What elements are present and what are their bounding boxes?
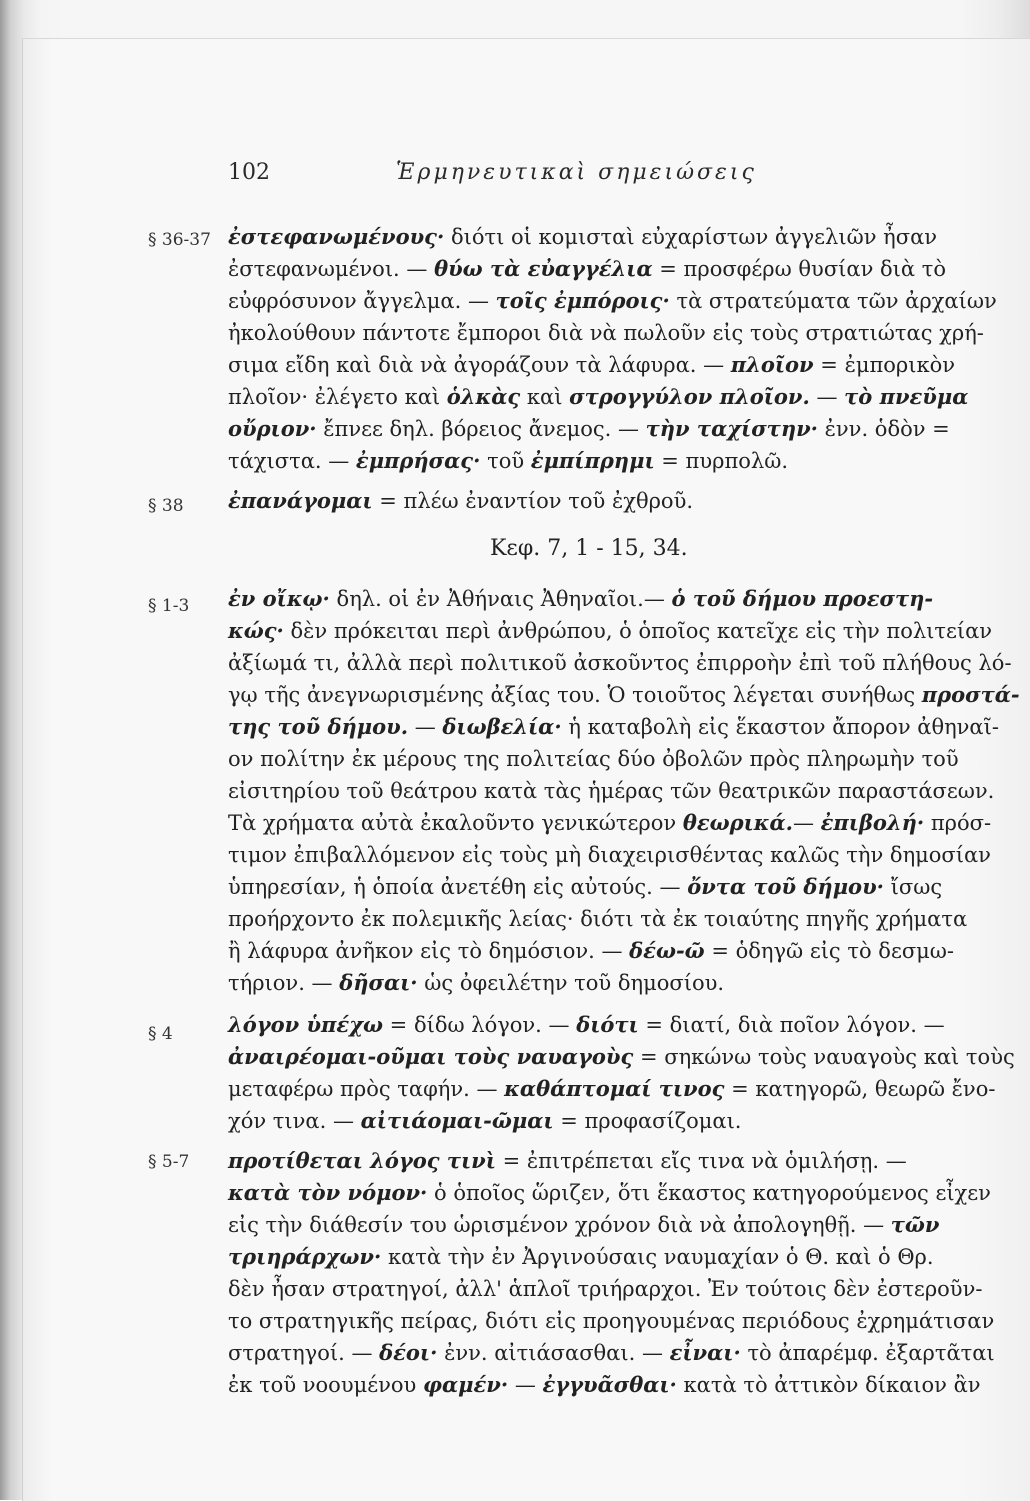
gloss-text: το στρατηγικῆς πείρας, διότι εἰς προηγουμένας περιόδους ἐχρημάτισαν [228, 1309, 995, 1333]
gloss-text: πρόσ- [924, 811, 992, 835]
text-line [228, 1242, 1018, 1272]
lemma-term: ἐπανάγομαι [228, 488, 373, 513]
lemma-term: τὴν ταχίστην· [645, 416, 818, 441]
text-line [228, 1106, 1018, 1136]
text-line [228, 936, 1018, 966]
text-line [228, 1274, 1018, 1304]
lemma-term: τὸ πνεῦμα [844, 384, 969, 409]
gloss-text: κατὰ τὴν ἐν Ἀργινούσαις ναυμαχίαν ὁ Θ. καὶ ὁ Θρ. [381, 1245, 934, 1269]
margin-label-1-3: § 1-3 [148, 596, 190, 616]
text-line [228, 1010, 1018, 1040]
gloss-text: = ὁδηγῶ εἰς τὸ δεσμω- [704, 939, 955, 963]
gloss-text: τιμον ἐπιβαλλόμενον εἰς τοὺς μὴ διαχειρισθέντας καλῶς τὴν δημοσίαν [228, 843, 991, 867]
text-line [228, 1306, 1018, 1336]
text-line [228, 222, 1018, 252]
gloss-text: μεταφέρω πρὸς ταφήν. — [228, 1077, 505, 1101]
lemma-term: στρογγύλον πλοῖον. [569, 384, 810, 409]
text-line [228, 446, 1018, 476]
text-line [228, 286, 1018, 316]
lemma-term: οὔριον· [228, 416, 317, 441]
gloss-text: — [792, 811, 821, 835]
text-line [228, 486, 1018, 516]
gloss-text: ἠκολούθουν πάντοτε ἔμποροι διὰ νὰ πωλοῦν εἰς τοὺς στρατιώτας χρή- [228, 321, 984, 345]
text-line [228, 1178, 1018, 1208]
gloss-text: γῳ τῆς ἀνεγνωρισμένης ἀξίας του. Ὁ τοιοῦτος λέγεται συνήθως [228, 683, 922, 707]
lemma-term: θεωρικά. [682, 810, 793, 835]
gloss-text: ἔπνεε δηλ. βόρειος ἄνεμος. — [316, 417, 646, 441]
text-line [228, 350, 1018, 380]
gloss-text: ἡ καταβολὴ εἰς ἕκαστον ἄπορον ἀθηναῖ- [561, 715, 999, 739]
lemma-term: της τοῦ δήμου. [228, 714, 409, 739]
gloss-text: — [809, 385, 845, 409]
lemma-term: αἰτιάομαι-ῶμαι [360, 1108, 554, 1133]
running-title: Ἑρμηνευτικαὶ σημειώσεις [396, 160, 757, 185]
gloss-text: = κατηγορῶ, θεωρῶ ἔνο- [724, 1077, 996, 1101]
lemma-term: διότι [576, 1012, 639, 1037]
gloss-text: = προφασίζομαι. [553, 1109, 742, 1133]
lemma-term: κατὰ τὸν νόμον· [228, 1180, 428, 1205]
lemma-term: ἐπιβολή· [820, 810, 925, 835]
lemma-term: προτίθεται λόγος τινὶ [228, 1148, 496, 1173]
text-line [228, 872, 1018, 902]
text-line [228, 968, 1018, 998]
text-line [228, 776, 1018, 806]
text-line [228, 808, 1018, 838]
lemma-term: τοῖς ἐμπόροις· [495, 288, 670, 313]
text-line [228, 744, 1018, 774]
lemma-term: ἐν οἴκῳ· [228, 586, 330, 611]
lemma-term: προστά- [921, 682, 1020, 707]
chapter-heading: Κεφ. 7, 1 - 15, 34. [490, 536, 688, 561]
gloss-text: δὲν ἦσαν στρατηγοί, ἀλλ' ἁπλοῖ τριήραρχοι. Ἐν τούτοις δὲν ἐστεροῦν- [228, 1277, 983, 1301]
gloss-text: ἀξίωμά τι, ἀλλὰ περὶ πολιτικοῦ ἀσκοῦντος ἐπιρροὴν ἐπὶ τοῦ πλήθους λό- [228, 651, 1012, 675]
margin-label-5-7: § 5-7 [148, 1152, 190, 1172]
lemma-term: τῶν [890, 1212, 940, 1237]
text-line [228, 1370, 1018, 1400]
gloss-text: τάχιστα. — [228, 449, 356, 473]
text-line [228, 1146, 1018, 1176]
text-line [228, 616, 1018, 646]
text-line [228, 840, 1018, 870]
lemma-term: πλοῖον [730, 352, 814, 377]
gloss-text: σιμα εἴδη καὶ διὰ νὰ ἀγοράζουν τὰ λάφυρα. — [228, 353, 731, 377]
lemma-term: καθάπτομαί τινος [504, 1076, 725, 1101]
lemma-term: ἀναιρέομαι-οῦμαι τοὺς ναυαγοὺς [228, 1044, 634, 1069]
lemma-term: ἐμπίπρημι [530, 448, 655, 473]
lemma-term: ἐμπρήσας· [355, 448, 481, 473]
lemma-term: διωβελία· [442, 714, 562, 739]
gloss-text: εἰς τὴν διάθεσίν του ὡρισμένον χρόνον διὰ νὰ ἀπολογηθῇ. — [228, 1213, 891, 1237]
margin-label-36-37: § 36-37 [148, 230, 211, 250]
gloss-text: = πυρπολῶ. [654, 449, 789, 473]
gloss-text: τὸ ἀπαρέμφ. ἐξαρτᾶται [740, 1341, 995, 1365]
gloss-text: εὐφρόσυνον ἄγγελμα. — [228, 289, 496, 313]
margin-label-38: § 38 [148, 496, 184, 516]
gloss-text: ὑπηρεσίαν, ἡ ὁποία ἀνετέθη εἰς αὐτούς. — [228, 875, 688, 899]
gloss-text: πλοῖον· ἐλέγετο καὶ [228, 385, 447, 409]
gloss-text: ἐνν. αἰτιάσασθαι. — [437, 1341, 670, 1365]
text-line [228, 712, 1018, 742]
gloss-text: ἐνν. ὁδὸν = [817, 417, 950, 441]
gloss-text: — [408, 715, 443, 739]
text-line [228, 414, 1018, 444]
gloss-text: = δίδω λόγον. — [383, 1013, 577, 1037]
gloss-text: = διατί, διὰ ποῖον λόγον. — [638, 1013, 945, 1037]
lemma-term: φαμέν· [422, 1372, 509, 1397]
page-header [228, 160, 828, 194]
lemma-term: ἐγγυᾶσθαι· [542, 1372, 677, 1397]
lemma-term: εἶναι· [669, 1340, 741, 1365]
text-line [228, 1042, 1018, 1072]
gloss-text: τήριον. — [228, 971, 340, 995]
gloss-text: στρατηγοί. — [228, 1341, 380, 1365]
gloss-text: διότι οἱ κομισταὶ εὐχαρίστων ἀγγελιῶν ἦσαν [444, 225, 938, 249]
gloss-text: τὰ στρατεύματα τῶν ἀρχαίων [669, 289, 997, 313]
gloss-text: καὶ [520, 385, 570, 409]
gloss-text: ον πολίτην ἐκ μέρους της πολιτείας δύο ὀβολῶν πρὸς πληρωμὴν τοῦ [228, 747, 959, 771]
gloss-text: = ἐπιτρέπεται εἴς τινα νὰ ὁμιλήσῃ. — [495, 1149, 907, 1173]
text-line [228, 1210, 1018, 1240]
lemma-term: κώς· [228, 618, 284, 643]
lemma-term: ὁ τοῦ δήμου προεστη- [671, 586, 934, 611]
gloss-text: ὡς ὀφειλέτην τοῦ δημοσίου. [417, 971, 725, 995]
page-number: 102 [228, 160, 270, 185]
gloss-text: — [508, 1373, 543, 1397]
text-line [228, 680, 1018, 710]
lemma-term: δέοι· [379, 1340, 438, 1365]
gloss-text: εἰσιτηρίου τοῦ θεάτρου κατὰ τὰς ἡμέρας τῶν θεατρικῶν παραστάσεων. [228, 779, 995, 803]
gloss-text: = σηκώνω τοὺς ναυαγοὺς καὶ τοὺς [633, 1045, 1015, 1069]
gloss-text: = ἐμπορικὸν [813, 353, 956, 377]
text-line [228, 1074, 1018, 1104]
gloss-text: = πλέω ἐναντίον τοῦ ἐχθροῦ. [372, 489, 694, 513]
lemma-term: λόγον ὑπέχω [228, 1012, 383, 1037]
margin-label-4: § 4 [148, 1024, 173, 1044]
gloss-text: προήρχοντο ἐκ πολεμικῆς λείας· διότι τὰ ἐκ τοιαύτης πηγῆς χρήματα [228, 907, 968, 931]
gloss-text: χόν τινα. — [228, 1109, 361, 1133]
lemma-term: δῆσαι· [339, 970, 418, 995]
text-line [228, 1338, 1018, 1368]
gloss-text: δὲν πρόκειται περὶ ἀνθρώπου, ὁ ὁποῖος κατεῖχε εἰς τὴν πολιτείαν [283, 619, 993, 643]
gloss-text: Τὰ χρήματα αὐτὰ ἐκαλοῦντο γενικώτερον [228, 811, 683, 835]
gloss-text: τοῦ [480, 449, 531, 473]
text-line [228, 382, 1018, 412]
lemma-term: δέω-ῶ [629, 938, 705, 963]
text-line [228, 904, 1018, 934]
lemma-term: τριηράρχων· [228, 1244, 382, 1269]
lemma-term: θύω τὰ εὐαγγέλια [434, 256, 653, 281]
text-line [228, 584, 1018, 614]
gloss-text: κατὰ τὸ ἀττικὸν δίκαιον ἂν [676, 1373, 981, 1397]
gloss-text: ἴσως [883, 875, 943, 899]
gloss-text: ὁ ὁποῖος ὥριζεν, ὅτι ἕκαστος κατηγορούμενος εἶχεν [427, 1181, 991, 1205]
gloss-text: δηλ. οἱ ἐν Ἀθήναις Ἀθηναῖοι.— [329, 587, 672, 611]
gloss-text: ἢ λάφυρα ἀνῆκον εἰς τὸ δημόσιον. — [228, 939, 630, 963]
gloss-text: ἐκ τοῦ νοουμένου [228, 1373, 423, 1397]
text-line [228, 318, 1018, 348]
lemma-term: ὁλκὰς [446, 384, 521, 409]
gloss-text: ἐστεφανωμένοι. — [228, 257, 435, 281]
lemma-term: ὄντα τοῦ δήμου· [687, 874, 884, 899]
text-line [228, 254, 1018, 284]
text-line [228, 648, 1018, 678]
gloss-text: = προσφέρω θυσίαν διὰ τὸ [652, 257, 947, 281]
lemma-term: ἐστεφανωμένους· [228, 224, 445, 249]
